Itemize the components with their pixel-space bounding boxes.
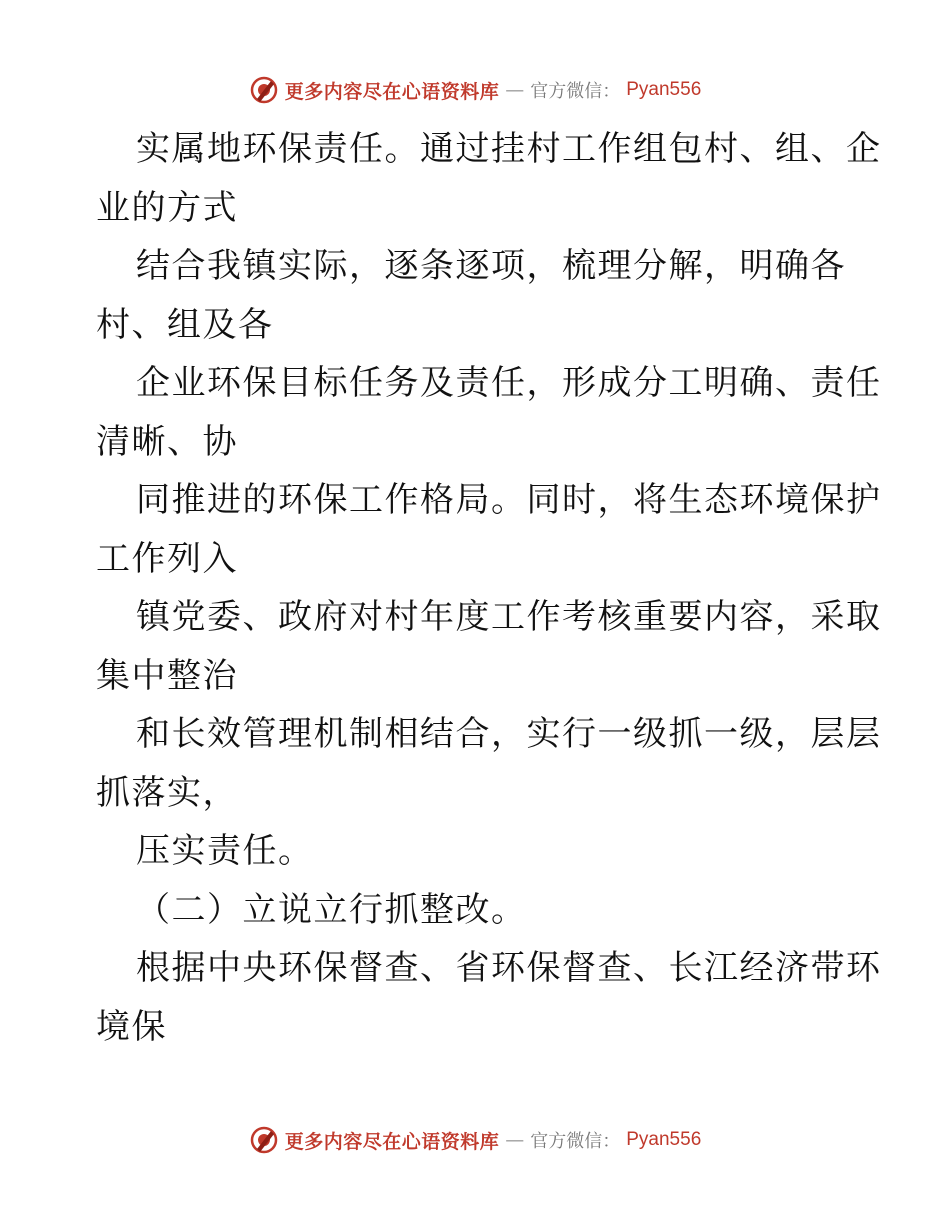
body-line: 境保 [96, 1006, 167, 1047]
footer-brand-text: 更多内容尽在心语资料库 [284, 1130, 500, 1153]
body-line: 清晰、协 [96, 421, 238, 462]
body-line: 和长效管理机制相结合，实行一级抓一级，层层 [136, 714, 882, 754]
section-heading: （二）立说立行抓整改。 [136, 889, 527, 930]
pen-circle-logo-icon [249, 1125, 279, 1155]
header-brand-text: 更多内容尽在心语资料库 [284, 80, 500, 103]
body-line: 结合我镇实际，逐条逐项，梳理分解，明确各 [136, 246, 846, 286]
pen-circle-logo-icon [249, 75, 279, 105]
body-line: 村、组及各 [96, 304, 274, 345]
footer-wechat-id: Pyan556 [626, 1129, 702, 1150]
body-line: 同推进的环保工作格局。同时，将生态环境保护 [136, 480, 882, 520]
body-line: 压实责任。 [136, 831, 314, 871]
header-separator: — [505, 79, 525, 101]
header-wechat-id: Pyan556 [626, 79, 702, 100]
footer-banner [0, 1120, 950, 1160]
header-banner [0, 70, 950, 110]
footer-wechat-label: 官方微信： [530, 1131, 621, 1152]
document-body [96, 120, 882, 1056]
body-line: 根据中央环保督查、省环保督查、长江经济带环 [136, 948, 882, 988]
header-wechat-label: 官方微信： [530, 81, 621, 102]
body-line: 业的方式 [96, 187, 238, 228]
body-line: 抓落实， [96, 772, 238, 813]
body-line: 工作列入 [96, 538, 238, 579]
body-line: 集中整治 [96, 655, 238, 696]
body-line: 企业环保目标任务及责任，形成分工明确、责任 [136, 363, 882, 403]
footer-separator: — [505, 1129, 525, 1151]
body-line: 镇党委、政府对村年度工作考核重要内容，采取 [136, 597, 882, 637]
body-line: 实属地环保责任。通过挂村工作组包村、组、企 [136, 129, 882, 169]
